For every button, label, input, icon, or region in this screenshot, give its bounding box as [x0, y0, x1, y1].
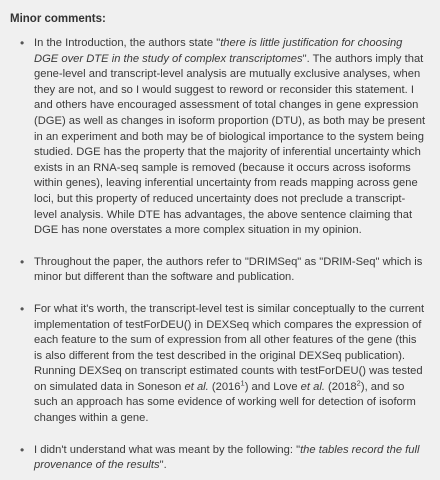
- comment-item-provenance: [34, 443, 426, 474]
- comment-text: I didn't understand what was meant by the following: ": [34, 443, 301, 456]
- citation-et-al: et al.: [300, 380, 325, 393]
- quoted-text: there is little justification for choosing DGE over DTE in the study of complex transcriptomes: [34, 37, 403, 65]
- comment-text: (2018: [324, 380, 357, 393]
- comment-text: Throughout the paper, the authors refer to "DRIMSeq" as "DRIM-Seq" which is minor but different than the software and publication.: [34, 255, 423, 284]
- comment-item-introduction: [34, 36, 426, 239]
- comment-text: ) and Love: [244, 380, 301, 393]
- comment-text: For what it's worth, the transcript-level test is similar conceptually to the current implementation of testForDEU() in DEXSeq which compares the expression of each feature to the sum of expression from all other features of the gene (this is also different from the test described in the original DEXSeq publication). Running DEXSeq on transcript estimated counts with testForDEU() was tested on simulated data in Soneson: [34, 302, 425, 393]
- comment-text: In the Introduction, the authors state ": [34, 37, 221, 49]
- comment-list: [10, 36, 426, 474]
- reference-link-2[interactable]: 2: [356, 378, 361, 388]
- comment-text: ), and so such an approach has some evidence of working well for detection of isoform changes within a gene.: [34, 380, 416, 425]
- reference-link-1[interactable]: 1: [240, 378, 245, 388]
- section-heading: Minor comments:: [10, 13, 106, 25]
- comment-text: ". The authors imply that gene-level and transcript-level analysis are mutually exclusive analyses, when they are not, and so I would suggest to reword or reconsider this statement. I and others have encouraged assessment of total changes in gene expression (DGE) as well as changes in isoform proportion (DTU), as both may be present in an experiment and both may be of biological importance to the system being studied. DGE has the property that the majority of inferential uncertainty which exists in an RNA-seq sample is removed (because it occurs across isoforms within genes), leaving inferential uncertainty from reads mapping across gene loci, but this property of reduced uncertainty does not preclude a transcript-level analysis. While DTE has advantages, the above sentence claiming that DGE has none overstates a more complex situation in my opinion.: [34, 52, 426, 237]
- comment-item-dexseq: [34, 302, 426, 427]
- comment-text: ".: [159, 459, 167, 472]
- comment-text: (2016: [208, 380, 241, 393]
- citation-et-al: et al.: [184, 380, 209, 393]
- comment-item-drimseq: [34, 255, 426, 286]
- quoted-text: the tables record the full provenance of the results: [34, 443, 420, 472]
